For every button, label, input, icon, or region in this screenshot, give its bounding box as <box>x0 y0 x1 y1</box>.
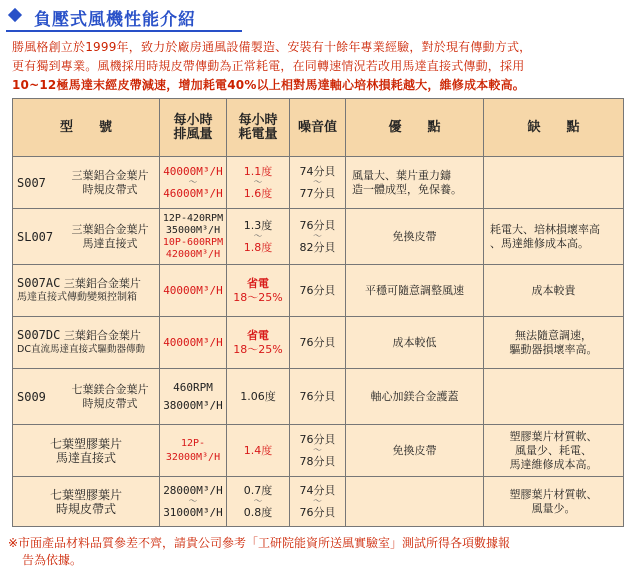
power-cell: 1.3度 ～ 1.8度 <box>227 209 290 265</box>
cons-cell <box>484 157 624 209</box>
pros-cell: 平穩可隨意調整風速 <box>346 265 484 317</box>
intro-line-2: 更有獨到專業。風機採用時規皮帶傳動為正常耗電，在同轉速情況若改用馬達直接式傳動，採用 <box>12 59 525 73</box>
diamond-bullet-icon <box>8 8 22 22</box>
airflow-cell: 28000M³/H ～ 31000M³/H <box>160 477 227 527</box>
cons-cell <box>484 369 624 425</box>
airflow-cell: 40000M³/H <box>160 265 227 317</box>
table-row <box>13 317 624 369</box>
fan-spec-table <box>12 98 624 527</box>
cons-cell: 塑膠葉片材質軟、 風量少、耗電、 馬達維修成本高。 <box>484 425 624 477</box>
airflow-cell: 12P-32000M³/H <box>160 425 227 477</box>
cons-cell: 耗電大、培林損壞率高 、馬達維修成本高。 <box>484 209 624 265</box>
model-cell: S007DC 三葉鋁合金葉片 DC直流馬達直接式驅動器傳動 <box>13 317 160 369</box>
footnote <box>8 535 623 569</box>
noise-cell: 76分貝 <box>290 317 346 369</box>
pros-cell: 風量大、葉片重力鑄 造一體成型，免保養。 <box>346 157 484 209</box>
airflow-cell: 460RPM 38000M³/H <box>160 369 227 425</box>
intro-line-1: 勝風格創立於1999年，致力於廠房通風設備製造、安裝有十餘年專業經驗，對於現有傳動方式， <box>12 40 532 54</box>
table-header-row <box>13 99 624 157</box>
model-cell: SL007 三葉鋁合金葉片 馬達直接式 <box>13 209 160 265</box>
model-cell: 七葉塑膠葉片 時規皮帶式 <box>13 477 160 527</box>
noise-cell: 76分貝 ～ 82分貝 <box>290 209 346 265</box>
header-airflow: 每小時 排風量 <box>160 99 227 157</box>
noise-cell: 74分貝 ～ 76分貝 <box>290 477 346 527</box>
pros-cell <box>346 477 484 527</box>
table-row <box>13 369 624 425</box>
intro-paragraph <box>12 38 624 95</box>
footnote-line-2: 告為依據。 <box>22 553 83 567</box>
power-cell: 1.1度 ～ 1.6度 <box>227 157 290 209</box>
noise-cell: 76分貝 ～ 78分貝 <box>290 425 346 477</box>
power-cell: 1.4度 <box>227 425 290 477</box>
table-row <box>13 265 624 317</box>
model-cell: S009 七葉鎂合金葉片 時規皮帶式 <box>13 369 160 425</box>
airflow-cell: 40000M³/H <box>160 317 227 369</box>
title-bar <box>6 4 242 32</box>
header-pros: 優 點 <box>346 99 484 157</box>
page-title: 負壓式風機性能介紹 <box>34 10 196 30</box>
footnote-line-1: ※市面產品材料品質參差不齊，請貴公司參考「工研院能資所送風實驗室」測試所得各項數據報 <box>8 536 511 550</box>
table-row <box>13 209 624 265</box>
power-cell: 0.7度 ～ 0.8度 <box>227 477 290 527</box>
table-row <box>13 477 624 527</box>
power-cell: 省電 18～25% <box>227 265 290 317</box>
cons-cell: 無法隨意調速， 驅動器損壞率高。 <box>484 317 624 369</box>
model-cell: 七葉塑膠葉片 馬達直接式 <box>13 425 160 477</box>
noise-cell: 76分貝 <box>290 369 346 425</box>
model-cell: S007 三葉鋁合金葉片 時規皮帶式 <box>13 157 160 209</box>
cons-cell: 成本較貴 <box>484 265 624 317</box>
pros-cell: 軸心加鎂合金護蓋 <box>346 369 484 425</box>
table-row <box>13 425 624 477</box>
intro-line-3: 10~12極馬達末經皮帶減速，增加耗電40%以上相對馬達軸心培林損耗越大，維修成本較高。 <box>12 78 525 92</box>
pros-cell: 免換皮帶 <box>346 209 484 265</box>
header-noise: 噪音值 <box>290 99 346 157</box>
header-power: 每小時 耗電量 <box>227 99 290 157</box>
cons-cell: 塑膠葉片材質軟、 風量少。 <box>484 477 624 527</box>
noise-cell: 76分貝 <box>290 265 346 317</box>
noise-cell: 74分貝 ～ 77分貝 <box>290 157 346 209</box>
power-cell: 1.06度 <box>227 369 290 425</box>
model-cell: S007AC 三葉鋁合金葉片 馬達直接式傳動變頻控制箱 <box>13 265 160 317</box>
pros-cell: 免換皮帶 <box>346 425 484 477</box>
header-cons: 缺 點 <box>484 99 624 157</box>
airflow-cell: 12P-420RPM 35000M³/H 10P-600RPM 42000M³/H <box>160 209 227 265</box>
header-model: 型 號 <box>13 99 160 157</box>
pros-cell: 成本較低 <box>346 317 484 369</box>
airflow-cell: 40000M³/H ～ 46000M³/H <box>160 157 227 209</box>
table-row <box>13 157 624 209</box>
power-cell: 省電 18～25% <box>227 317 290 369</box>
